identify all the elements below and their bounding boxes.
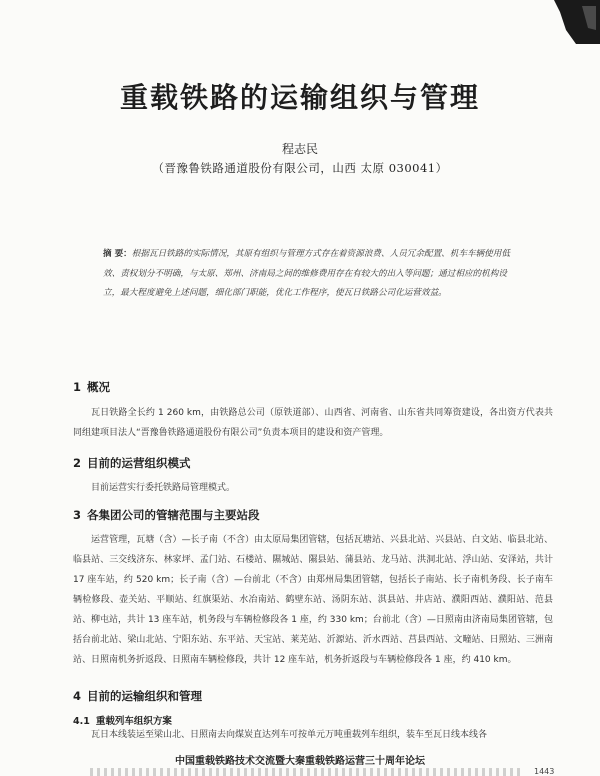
section-heading-1 — [73, 379, 110, 395]
section-heading-2 — [73, 455, 191, 471]
abstract-label: 摘 要： — [103, 249, 132, 259]
author-name: 程志民 — [281, 142, 318, 156]
section-paragraph-1: 瓦日铁路全长约 1 260 km，由铁路总公司（原铁道部）、山西省、河南省、山东省共同筹资建设，各出资方代表共同组建项目法人“晋豫鲁铁路通道股份有限公司”负责本项目的建设和资产管理。 — [73, 408, 553, 438]
section-number: 4 — [73, 689, 82, 703]
section-paragraph-2: 目前运营实行委托铁路局管理模式。 — [91, 483, 236, 493]
subsection-paragraph: 瓦日本线装运至梁山北、日照南去向煤炭直达列车可按单元万吨重载列车组织，装车至瓦日线本线各 — [91, 730, 488, 740]
author-affiliation: （晋豫鲁铁路通道股份有限公司，山西 太原 030041） — [152, 161, 448, 175]
subsection-title: 重载列车组织方案 — [95, 716, 172, 727]
section-title: 概况 — [87, 380, 111, 394]
section-number: 3 — [73, 508, 82, 522]
page-number: 1443 — [534, 767, 555, 776]
abstract-text: 根据瓦日铁路的实际情况，其原有组织与管理方式存在着资源浪费、人员冗余配置、机车车辆使用低效、责权划分不明确，与太原、郑州、济南局之间的维修费用存在有较大的出入等问题；通过相应的机构设立，最大程度避免上述问题，细化部门职能，优化工作程序，使瓦日铁路公司化运营效益。 — [103, 249, 510, 298]
section-number: 1 — [73, 380, 82, 394]
footer-cutoff-line — [90, 768, 520, 776]
section-heading-3 — [73, 507, 260, 523]
section-title: 各集团公司的管辖范围与主要站段 — [87, 508, 260, 522]
scan-corner-mark — [546, 0, 600, 44]
footer-conference-name: 中国重载铁路技术交流暨大秦重载铁路运营三十周年论坛 — [175, 756, 425, 767]
section-title: 目前的运输组织和管理 — [87, 689, 203, 703]
abstract — [103, 245, 511, 304]
subsection-number: 4.1 — [73, 716, 90, 727]
section-title: 目前的运营组织模式 — [87, 456, 191, 470]
section-heading-4 — [73, 688, 202, 704]
paper-title: 重载铁路的运输组织与管理 — [119, 81, 480, 114]
section-paragraph-3: 运营管理，瓦塘（含）—长子南（不含）由太原局集团管辖，包括瓦塘站、兴县北站、兴县站、白文站、临县北站、临县站、三交线济东、林家坪、孟门站、石楼站、隰城站、隰县站、蒲县站、龙马站、洪洞北站、浮山站、安泽站，共计 17 座车站，约 520 km；长子南（含）—台前北（不含）由郑州局集团管辖，包括长子南站、长子南机务段、长子南车辆检修段、壶关站、平顺站、红旗渠站、水冶南站、鹤壁东站、汤阴东站、淇县站、井店站、濮阳西站、濮阳站、范县站、柳屯站，共计 13 座车站，机务段与车辆检修段各 1 座，约 330 km；台前北（含）—日照南由济南局集团管辖，包括台前北站、梁山北站、宁阳东站、东平站、天宝站、莱芜站、沂源站、沂水西站、莒县西站、文疃站、日照站、三洲南站、日照南机务折返段、日照南车辆检修段，共计 12 座车站，机务折返段与车辆检修段各 1 座，约 410 km。 — [73, 535, 553, 665]
section-number: 2 — [73, 456, 82, 470]
